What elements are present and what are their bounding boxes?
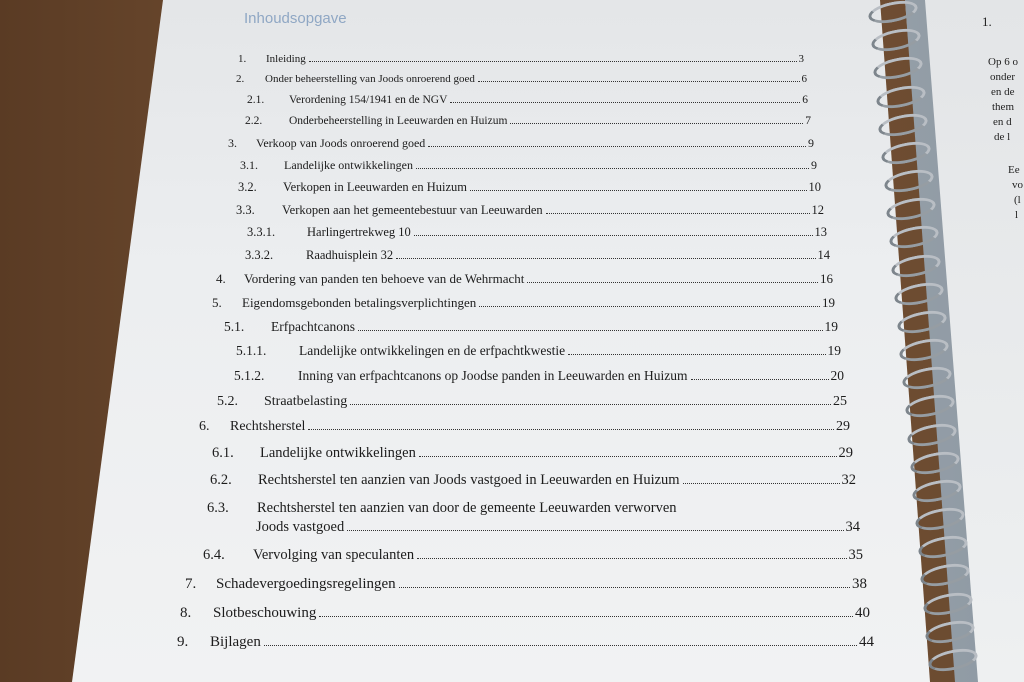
toc-entry-text: Verordening 154/1941 en de NGV (289, 94, 448, 106)
toc-entry (245, 115, 811, 127)
toc-entry-number: 6.2. (210, 472, 232, 488)
toc-entry (180, 605, 870, 622)
toc-entry (210, 472, 856, 489)
toc-entry-page: 40 (855, 605, 870, 621)
toc-entry (212, 295, 835, 311)
right-page-heading-number: 1. (982, 14, 992, 29)
toc-entry-page: 20 (830, 368, 844, 383)
toc-entry-text: Landelijke ontwikkelingen (284, 158, 413, 172)
toc-entry (245, 248, 830, 263)
toc-entry-page: 13 (814, 225, 827, 239)
dot-leader (683, 483, 840, 484)
dot-leader (546, 213, 810, 214)
toc-entry-text: Onder beheerstelling van Joods onroerend goed (265, 73, 475, 85)
toc-entry-number: 2.2. (245, 115, 263, 127)
dot-leader (691, 379, 829, 380)
right-page-fragment: onder (990, 71, 1016, 83)
toc-entry-text: Rechtsherstel ten aanzien van Joods vastgoed in Leeuwarden en Huizum (258, 472, 680, 488)
toc-entry-page: 29 (836, 419, 850, 434)
toc-entry-page: 44 (859, 634, 874, 650)
toc-entry-text: Landelijke ontwikkelingen en de erfpachtkwestie (299, 343, 566, 358)
toc-entry-text: Eigendomsgebonden betalingsverplichtingen (242, 295, 477, 310)
dot-leader (358, 330, 823, 331)
dot-leader (478, 81, 800, 82)
toc-entry-number: 6. (199, 419, 210, 434)
right-page-fragment: Op 6 o (988, 56, 1018, 68)
right-page-fragment: them (992, 101, 1014, 113)
toc-entry (240, 158, 817, 173)
toc-entry-page: 38 (852, 576, 867, 592)
dot-leader (416, 168, 809, 169)
toc-entry (236, 73, 807, 85)
toc-entry-page: 10 (808, 180, 821, 194)
toc-entry-text: Verkoop van Joods onroerend goed (256, 136, 426, 150)
dot-leader (319, 616, 853, 617)
toc-entry-text: Onderbeheerstelling in Leeuwarden en Huizum (289, 115, 508, 127)
toc-entry-number: 1. (238, 53, 247, 65)
toc-entry (212, 445, 853, 462)
toc-entry-page: 9 (808, 136, 814, 150)
toc-entry-text: Verkopen in Leeuwarden en Huizum (283, 180, 467, 194)
dot-leader (527, 282, 818, 283)
dot-leader (428, 146, 806, 147)
toc-entry-page: 3 (798, 53, 804, 65)
dot-leader (396, 258, 815, 259)
toc-entry-text-continued: Joods vastgoed (256, 519, 345, 535)
toc-entry-number: 2. (236, 73, 245, 85)
toc-entry-number: 3.3.2. (245, 248, 274, 262)
toc-entry (224, 319, 838, 335)
toc-entry-text: Rechtsherstel ten aanzien van door de gemeente Leeuwarden verworven (257, 500, 677, 516)
dot-leader (350, 404, 831, 405)
toc-entry-page: 7 (805, 115, 811, 127)
toc-entry-page: 25 (833, 394, 847, 409)
toc-entry-number: 5.1.2. (234, 368, 265, 383)
toc-entry-text: Raadhuisplein 32 (306, 248, 394, 262)
toc-entry-line-2 (256, 519, 860, 536)
toc-entry-page: 6 (801, 73, 807, 85)
toc-entry-text: Straatbelasting (264, 394, 348, 409)
toc-entry-text: Vordering van panden ten behoeve van de Wehrmacht (244, 271, 525, 286)
toc-entry-text: Erfpachtcanons (271, 319, 355, 334)
toc-entry (228, 136, 814, 151)
toc-entry (217, 394, 847, 410)
toc-entry (238, 180, 821, 195)
dot-leader (568, 354, 825, 355)
toc-entry-number: 3.2. (238, 180, 257, 194)
toc-entry (216, 271, 833, 287)
toc-entry-page: 19 (827, 343, 841, 358)
dot-leader (417, 558, 846, 559)
right-page-fragment: en d (993, 116, 1012, 128)
toc-entry-number: 6.4. (203, 547, 225, 563)
toc-entry-page: 19 (824, 319, 838, 334)
toc-entry (185, 576, 867, 593)
toc-entry-number: 9. (177, 634, 189, 650)
toc-entry-number: 6.3. (207, 500, 229, 516)
toc-entry-number: 5. (212, 295, 222, 310)
dot-leader (479, 306, 820, 307)
toc-entry-number: 2.1. (247, 94, 265, 106)
toc-entry-page: 19 (822, 295, 835, 310)
toc-entry (247, 225, 827, 240)
toc-entry (234, 368, 844, 384)
toc-entry-number: 6.1. (212, 445, 234, 461)
toc-title: Inhoudsopgave (244, 10, 347, 27)
toc-entry-number: 8. (180, 605, 192, 621)
dot-leader (308, 429, 834, 430)
toc-entry-line-1 (207, 500, 827, 517)
toc-entry-number: 3.3.1. (247, 225, 276, 239)
dot-leader (309, 61, 797, 62)
toc-entry (236, 343, 841, 359)
toc-entry-text: Slotbeschouwing (213, 605, 317, 621)
toc-entry-number: 5.1. (224, 319, 245, 334)
toc-entry-page: 12 (811, 203, 824, 217)
toc-entry-page: 32 (841, 472, 856, 488)
toc-entry-page: 29 (838, 445, 853, 461)
dot-leader (450, 102, 800, 103)
right-page-fragment: en de (991, 86, 1015, 98)
toc-entry-page: 34 (845, 519, 860, 535)
right-page-fragment: de l (994, 131, 1011, 143)
toc-entry-text: Schadevergoedingsregelingen (216, 576, 396, 592)
toc-entry (177, 634, 874, 651)
dot-leader (470, 190, 807, 191)
toc-entry-number: 3.1. (240, 158, 258, 172)
toc-entry-number: 3. (228, 136, 237, 150)
toc-entry-text: Inleiding (266, 53, 306, 65)
toc-entry (238, 53, 804, 65)
toc-entry-text: Rechtsherstel (230, 419, 306, 434)
toc-entry-number: 5.2. (217, 394, 238, 409)
toc-entry (247, 94, 808, 106)
toc-entry-number: 4. (216, 271, 226, 286)
dot-leader (264, 645, 857, 646)
right-page-fragment: vo (1012, 179, 1023, 191)
toc-entry-text: Vervolging van speculanten (253, 547, 415, 563)
toc-entry-text: Bijlagen (210, 634, 261, 650)
dot-leader (510, 123, 803, 124)
dot-leader (419, 456, 837, 457)
right-page-fragment: l (1015, 209, 1019, 221)
toc-entry-page: 14 (817, 248, 830, 262)
right-page-fragment: Ee (1008, 164, 1020, 176)
toc-entry-page: 9 (811, 158, 817, 172)
toc-entry (199, 419, 850, 435)
dot-leader (414, 235, 813, 236)
right-page-fragment: (l (1014, 194, 1021, 206)
dot-leader (347, 530, 843, 531)
toc-entry-text: Landelijke ontwikkelingen (260, 445, 416, 461)
toc-entry-page: 16 (820, 271, 833, 286)
toc-entry (203, 547, 863, 564)
toc-entry (236, 203, 824, 218)
toc-entry-number: 3.3. (236, 203, 255, 217)
toc-entry-text: Verkopen aan het gemeentebestuur van Leeuwarden (282, 203, 543, 217)
toc-entry-text: Inning van erfpachtcanons op Joodse panden in Leeuwarden en Huizum (298, 368, 688, 383)
toc-entry-number: 5.1.1. (236, 343, 267, 358)
toc-entry-text: Harlingertrekweg 10 (307, 225, 411, 239)
toc-entry-page: 35 (848, 547, 863, 563)
toc-entry-number: 7. (185, 576, 197, 592)
toc-entry-page: 6 (802, 94, 808, 106)
dot-leader (399, 587, 850, 588)
